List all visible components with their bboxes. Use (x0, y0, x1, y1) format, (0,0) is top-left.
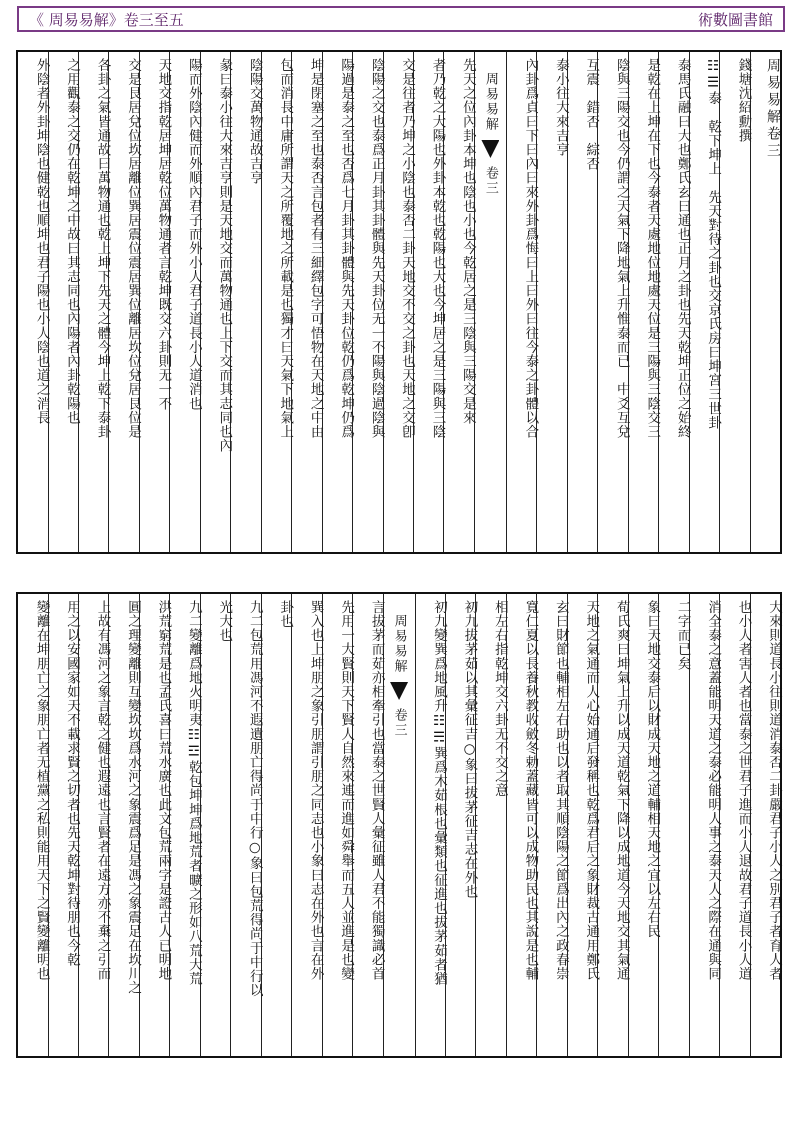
text-column: 用之以安國家如天不載求賢之切者也先天乾坤對待朋也今乾 (48, 594, 78, 1056)
text-column: 巽入也上坤朋之象引朋謂引朋之同志也小象曰志在外也言在外 (291, 594, 321, 1056)
text-column: 陰陽之交也泰爲正月卦其卦體與先天卦位无一不陽與陰過陰與 (352, 52, 382, 552)
text-column: 者乃乾之大陽也外卦本乾也乾陽也大也今坤居之是三陽與三陰 (413, 52, 443, 552)
page-2-columns (18, 594, 780, 1056)
text-column: 泰小往大來吉亨 (536, 52, 566, 552)
text-column: 陰陽交萬物通故吉亨 (230, 52, 260, 552)
text-column: 坤是閉塞之至也泰否言包者有三細繹包字可悟物在天地之中由 (291, 52, 321, 552)
text-column: 大來則道長小往則道消泰否二卦嚴君子小人之別君子者育人者 (750, 594, 780, 1056)
text-column: 相左右指乾坤交六卦无不交之意 (475, 594, 505, 1056)
text-column: 象曰天地交泰后以財成天地之道輔相天地之宜以左右民 (628, 594, 658, 1056)
text-column: 寬仁夏以長養秋教收斂冬勅蓋藏皆可以成物助民也其說是也輔 (506, 594, 536, 1056)
scan-page-1 (10, 44, 788, 560)
text-column: 之用觀泰之交仍在乾坤之中故曰其志同也內陽者內卦乾陽也 (48, 52, 78, 552)
text-column: 初九變巽爲地風升☷☴巽爲木茹根也彙類也征進也拔茅茹者猶 (415, 594, 445, 1056)
text-column: 光大也 (200, 594, 230, 1056)
text-column: 上故有馮河之象言乾之健也遐遠也言賢者在遠方亦不棄之引而 (78, 594, 108, 1056)
page-1-columns (18, 52, 780, 552)
text-column: 包而消長中庸所謂天之所覆地之所載是也獨才曰天氣下地氣上 (261, 52, 291, 552)
text-column: 天地交指乾居坤居乾位萬物通者言乾坤既交六卦則无一不 (139, 52, 169, 552)
gutter-juan: 卷三 (391, 708, 407, 738)
library-header-bar (17, 6, 785, 32)
text-column: 消全泰之意蓋能明天道之泰必能明人事之泰天人之際在通與同 (689, 594, 719, 1056)
fish-tail-mark-icon (481, 140, 499, 158)
text-column: 外陰者外卦坤陰也健乾也順坤也君子陽也小人陰也道之消長 (33, 58, 50, 425)
text-column: 二字而已矣 (658, 594, 688, 1056)
text-column: 初九拔茅茹以其彙征吉○象曰拔茅征吉志在外也 (445, 594, 475, 1056)
text-column: 玄曰財節也輔相左右助也以者取其順陰陽之節爲出內之政春崇 (536, 594, 566, 1056)
text-column: 變離在坤朋亡之象朋亡者无植黨之私則能用天下之賢變離明也 (33, 600, 50, 981)
text-column: 也小人者害人者也當泰之世君子進而小人退故君子道長小人道 (719, 594, 749, 1056)
fish-tail-mark-icon (390, 682, 408, 700)
text-column: 是乾在上坤在下也今泰者天處地位地處天位是三陽與三陰交三 (628, 52, 658, 552)
text-column: 陽而外陰內健而外順內君子而外小人君子道長小人道消也 (169, 52, 199, 552)
text-column: 荀氏爽曰坤氣上升以成天道乾氣下降以成地道今天地交其氣通 (597, 594, 627, 1056)
text-column: 互震 錯否 綜否 (567, 52, 597, 552)
gutter-book-title: 周易易解 (482, 72, 498, 132)
text-column: 各卦之氣皆通故曰萬物通也乾上坤下先天之體今坤上乾下泰卦 (78, 52, 108, 552)
text-column: 九二變離爲地火明夷☷☲乾包坤坤爲地荒者曠之形如八荒大荒 (169, 594, 199, 1056)
text-column: 交是往者乃坤之小陰也泰否二卦天地交不交之卦也天地之交卽 (383, 52, 413, 552)
page-2-frame (16, 592, 782, 1058)
text-column: 陽過是泰之至也否爲七月卦其卦體與先天卦位乾仍爲乾坤仍爲 (322, 52, 352, 552)
author-line: 錢塘沈紹勳撰 (719, 52, 749, 552)
page-1-frame (16, 50, 782, 554)
text-column: 卦也 (261, 594, 291, 1056)
text-column: 泰馬氏融曰大也鄭氏玄曰通也正月之卦也先天乾坤正位之始終 (658, 52, 688, 552)
text-column: 洪荒窮荒是也孟氏喜曰荒水廣也此文包荒兩字是證古人已明地 (139, 594, 169, 1056)
text-column: 言拔茅而茹亦相牽引也當泰之世賢人彙征雖人君不能獨識必首 (352, 594, 382, 1056)
text-column: 彖曰泰小往大來吉亨則是天地交而萬物通也上下交而其志同也內 (200, 52, 230, 552)
text-column: 交是艮居兌位坎居離位巽居震位震居巽位離居坎位兌居艮位是 (108, 52, 138, 552)
text-column: 內卦爲貞曰下曰內曰來外卦爲悔曰上曰外曰往今泰之卦體以合 (506, 52, 536, 552)
library-name: 術數圖書館 (697, 10, 773, 29)
text-column: 九二包荒用馮河不遐遺朋亡得尚于中行○象曰包荒得尚于中行以 (230, 594, 260, 1056)
gutter-juan: 卷三 (482, 166, 498, 196)
text-column: 先用一大賢則天下賢人自然來連而進如舜舉而五人並進是也變 (322, 594, 352, 1056)
page-1-gutter (474, 52, 506, 552)
text-column: 陰與三陽交也今仍謂之天氣下降地氣上升惟泰而已 中爻互兌 (597, 52, 627, 552)
text-column: 天地之氣通而人心始通后發稱也乾爲君后之象財裁古通用鄭氏 (567, 594, 597, 1056)
page-1-title: 周易易解卷三 (750, 52, 780, 552)
page-2-gutter (383, 594, 415, 1056)
book-volume-title: 《 周易易解》卷三至五 (29, 10, 184, 29)
gutter-book-title: 周易易解 (391, 614, 407, 674)
text-column: 圓之理變離則互變坎坎爲水河之象震爲足是馮之象震足在坎川之 (108, 594, 138, 1056)
text-column: ☷☰泰 乾下坤上 先天對待之卦也交京氏房曰坤宮三世卦 (689, 52, 719, 552)
text-column: 先天之位內卦本坤也陰也小也今乾居之是三陰與三陽交是來 (443, 52, 473, 552)
scan-page-2 (10, 588, 788, 1062)
